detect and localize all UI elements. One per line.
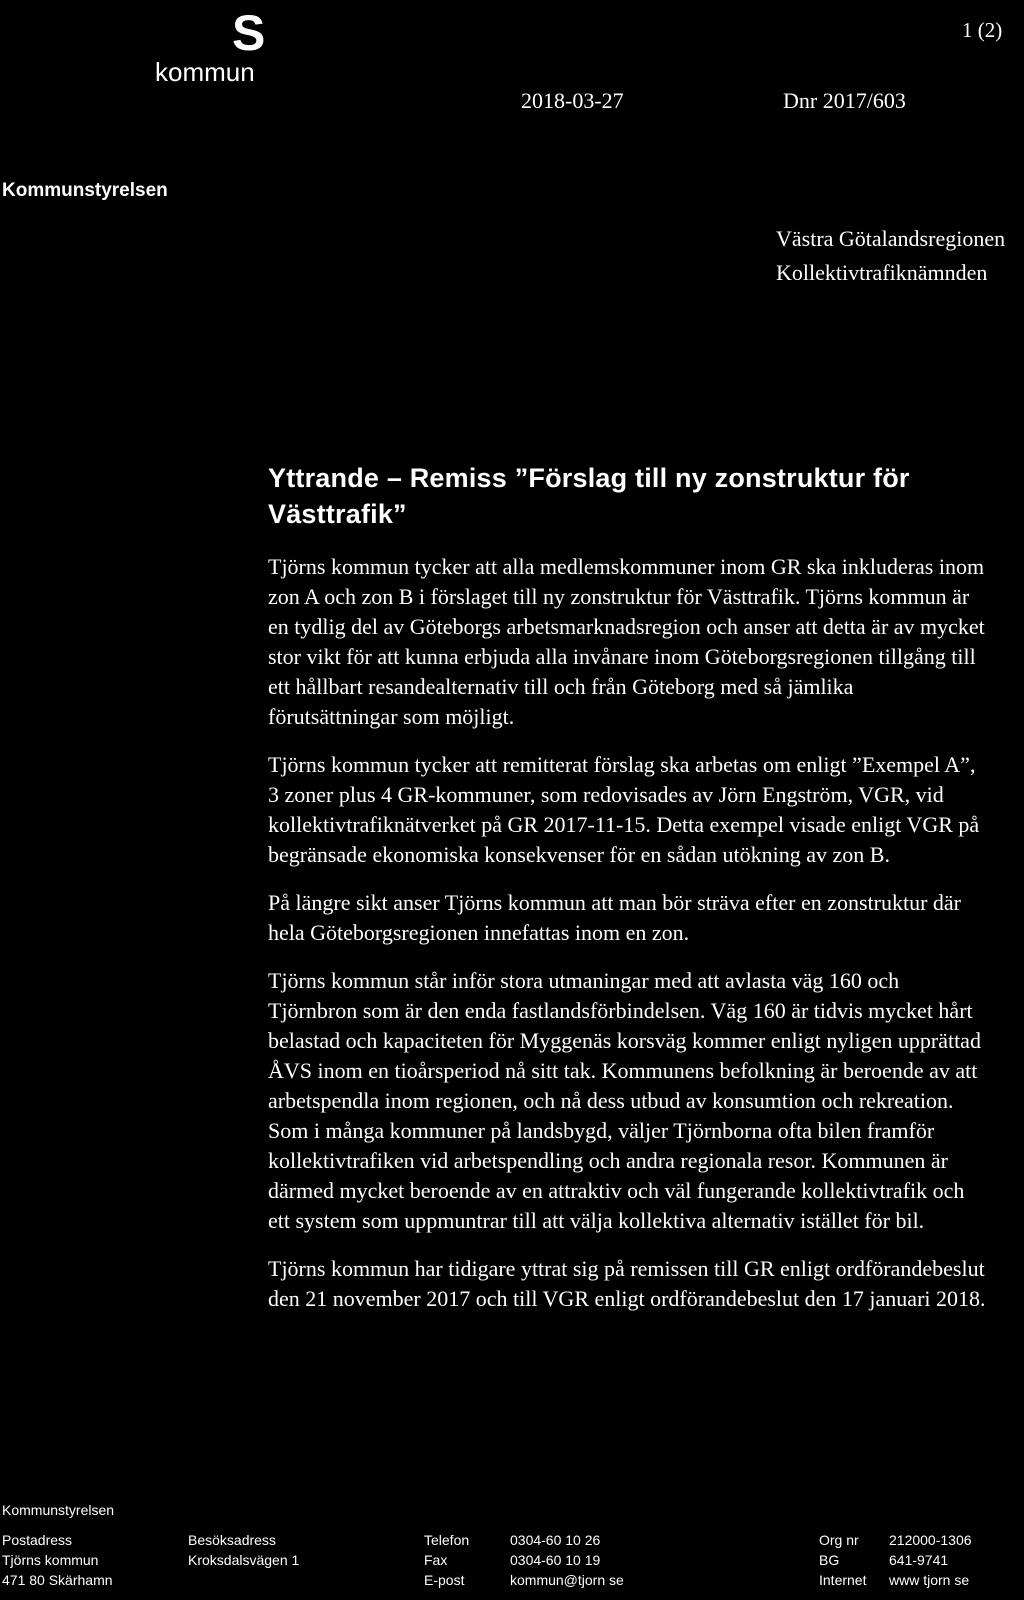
footer-text: Postadress	[2, 1532, 73, 1548]
footer-org-name: Kommunstyrelsen	[2, 1502, 115, 1518]
logo-letter: S	[232, 5, 266, 61]
footer-website-link[interactable]: www tjorn se	[889, 1572, 970, 1588]
department: Kommunstyrelsen	[2, 180, 168, 201]
document-date: 2018-03-27	[521, 88, 624, 113]
recipient-line: Kollektivtrafiknämnden	[776, 260, 988, 285]
footer-postal-address	[2, 1530, 113, 1590]
footer-label: Fax	[424, 1552, 448, 1568]
body-paragraph: Tjörns kommun har tidigare yttrat sig på remissen till GR enligt ordförandebeslut den 21 november 2017 och till VGR enligt ordförandebeslut den 17 januari 2018.	[268, 1256, 986, 1311]
page-number: 1 (2)	[962, 18, 1003, 42]
footer-text: Kroksdalsvägen 1	[188, 1552, 300, 1568]
recipient-address	[776, 222, 1005, 290]
footer-org-values	[889, 1530, 972, 1590]
footer-contact-values	[510, 1530, 624, 1590]
footer-text: Tjörns kommun	[2, 1552, 99, 1568]
body-paragraph: Tjörns kommun tycker att alla medlemskommuner inom GR ska inkluderas inom zon A och zon B i förslaget till ny zonstruktur för Västtrafik. Tjörns kommun är en tydlig del av Göteborgs arbetsmarknadsregion och anser att detta är av mycket stor vikt för att kunna erbjuda alla invånare inom Göteborgsregionen tillgång till ett hållbart resandealternativ till och från Göteborg med så jämlika förutsättningar som möjligt.	[268, 554, 985, 729]
footer-label: Telefon	[424, 1532, 470, 1548]
logo-name: kommun	[155, 57, 255, 87]
footer-text: 471 80 Skärhamn	[2, 1572, 113, 1588]
footer-visit-address	[188, 1530, 299, 1570]
document-dnr: Dnr 2017/603	[783, 88, 906, 113]
footer-text: Besöksadress	[188, 1532, 276, 1548]
footer-label: BG	[819, 1552, 840, 1568]
body-paragraph: Tjörns kommun tycker att remitterat förslag ska arbetas om enligt ”Exempel A”, 3 zoner plus 4 GR-kommuner, som redovisades av Jörn Engström, VGR, vid kollektivtrafiknätverket på GR 2017-11-15. Detta exempel visade enligt VGR på begränsade ekonomiska konsekvenser för en sådan utökning av zon B.	[268, 752, 980, 867]
body-paragraph: På längre sikt anser Tjörns kommun att man bör sträva efter en zonstruktur där hela Göteborgsregionen innefattas inom en zon.	[268, 890, 962, 945]
footer-label: Org nr	[819, 1532, 859, 1548]
footer-org	[2, 1500, 114, 1520]
footer-contact-labels	[424, 1530, 469, 1590]
document-heading: Yttrande – Remiss ”Förslag till ny zonstruktur för Västtrafik”	[268, 463, 910, 529]
footer-value: 212000-1306	[889, 1532, 972, 1548]
footer-value: 641-9741	[889, 1552, 949, 1568]
footer-value: 0304-60 10 26	[510, 1532, 601, 1548]
body-paragraph: Tjörns kommun står inför stora utmaningar med att avlasta väg 160 och Tjörnbron som är den enda fastlandsförbindelsen. Väg 160 är tidvis mycket hårt belastad och kapaciteten för Myggenäs korsväg kommer enligt nyligen upprättad ÅVS inom en tioårsperiod nå sitt tak. Kommunens befolkning är beroende av att arbetspendla inom regionen, och nå dess utbud av konsumtion och rekreation. Som i många kommuner på landsbygd, väljer Tjörnborna ofta bilen framför kollektivtrafiken vid arbetspendling och andra regionala resor. Kommunen är därmed mycket beroende av en attraktiv och väl fungerande kollektivtrafik och ett system som uppmuntrar till att välja kollektiva alternativ istället för bil.	[268, 968, 981, 1233]
document-body	[268, 552, 988, 1332]
footer-label: Internet	[819, 1572, 867, 1588]
footer-org-labels	[819, 1530, 866, 1590]
footer-value: 0304-60 10 19	[510, 1552, 601, 1568]
recipient-line: Västra Götalandsregionen	[776, 226, 1006, 251]
footer-label: E-post	[424, 1572, 465, 1588]
footer-email-link[interactable]: kommun@tjorn se	[510, 1572, 624, 1588]
